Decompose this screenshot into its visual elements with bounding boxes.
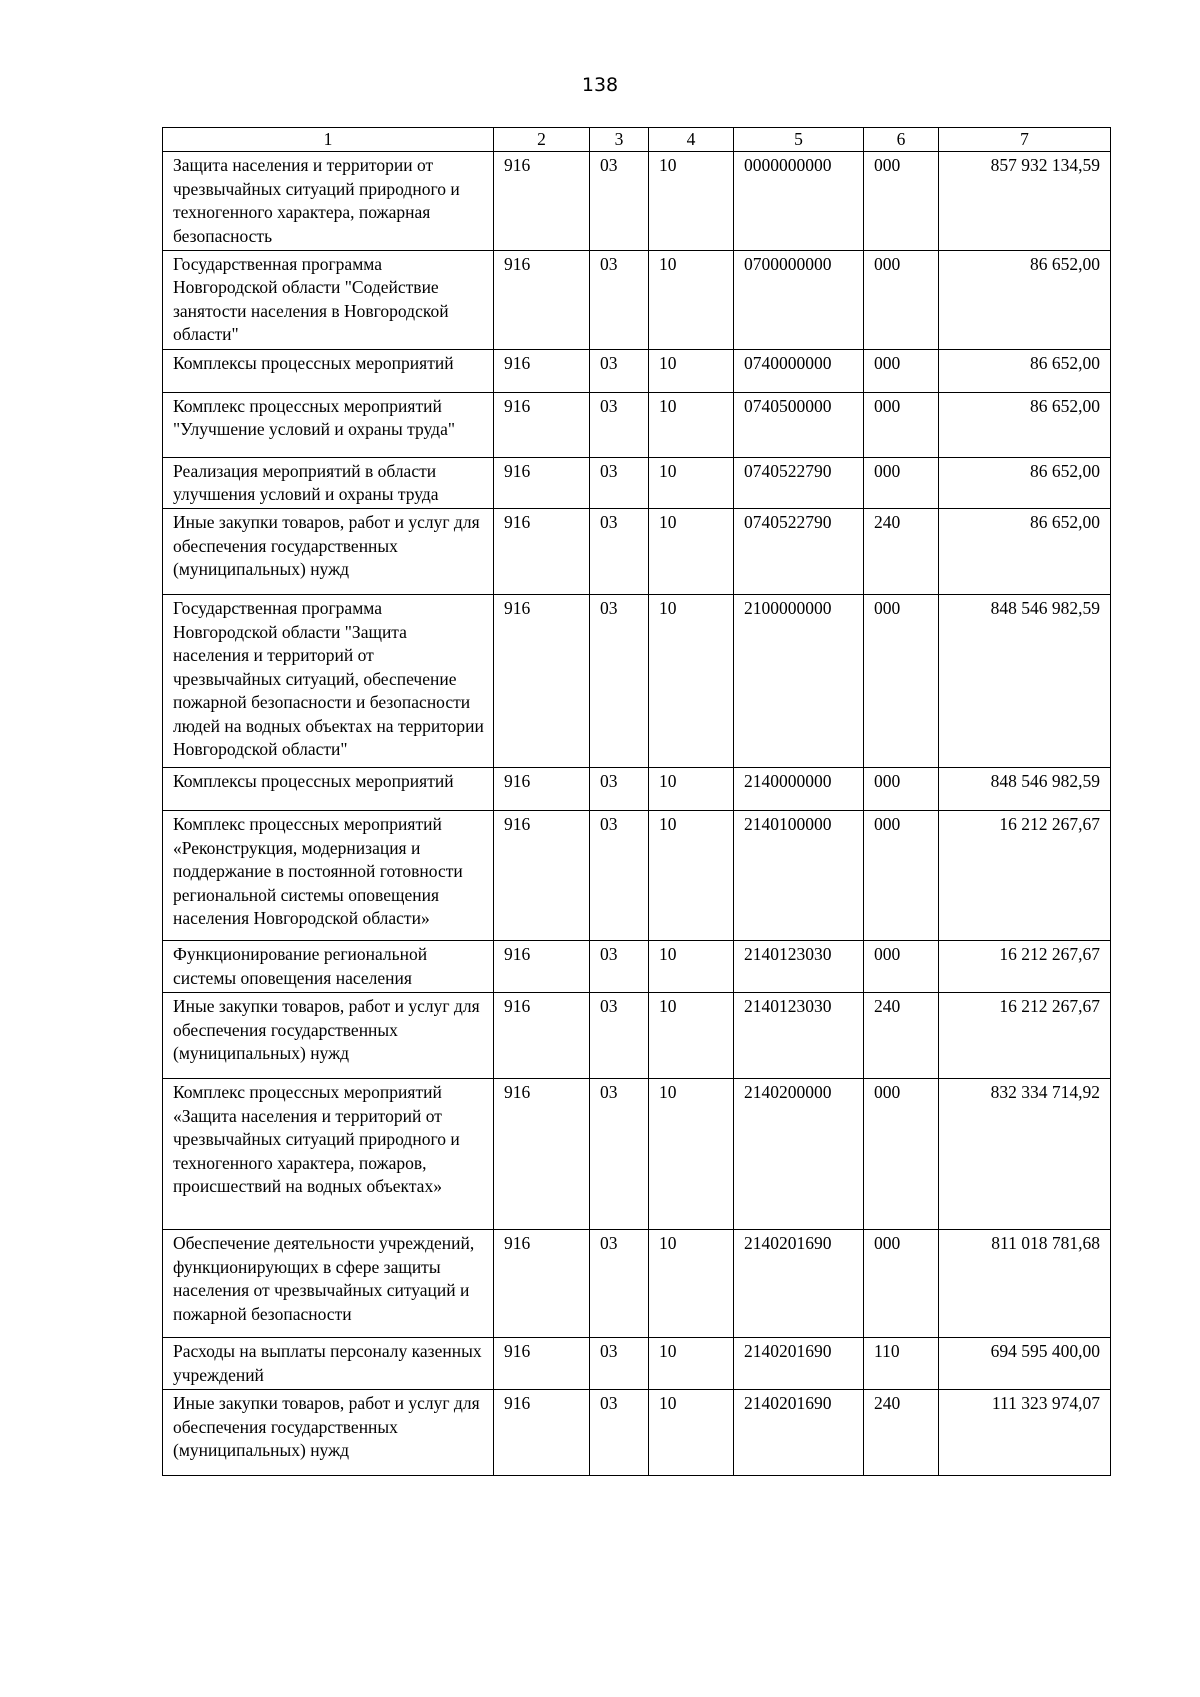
subsection-code-cell: 10 bbox=[649, 152, 734, 251]
subsection-code-cell: 10 bbox=[649, 457, 734, 509]
column-header: 5 bbox=[734, 128, 864, 152]
subsection-code-cell: 10 bbox=[649, 1230, 734, 1338]
expense-type-cell: 000 bbox=[864, 1230, 939, 1338]
amount-cell: 86 652,00 bbox=[939, 509, 1111, 595]
expense-type-cell: 000 bbox=[864, 251, 939, 350]
column-header: 7 bbox=[939, 128, 1111, 152]
item-name-cell: Защита населения и территории от чрезвычайных ситуаций природного и техногенного характера, пожарная безопасность bbox=[163, 152, 494, 251]
column-header: 1 bbox=[163, 128, 494, 152]
subsection-code-cell: 10 bbox=[649, 1338, 734, 1390]
item-name-cell: Функционирование региональной системы оповещения населения bbox=[163, 941, 494, 993]
expense-type-cell: 000 bbox=[864, 595, 939, 768]
subsection-code-cell: 10 bbox=[649, 392, 734, 457]
column-header: 2 bbox=[494, 128, 590, 152]
expense-type-cell: 000 bbox=[864, 392, 939, 457]
department-code-cell: 916 bbox=[494, 1079, 590, 1230]
amount-cell: 848 546 982,59 bbox=[939, 768, 1111, 811]
table-row bbox=[163, 1230, 1111, 1338]
target-article-cell: 2140123030 bbox=[734, 993, 864, 1079]
amount-cell: 857 932 134,59 bbox=[939, 152, 1111, 251]
department-code-cell: 916 bbox=[494, 509, 590, 595]
table-row bbox=[163, 768, 1111, 811]
item-name-cell: Комплексы процессных мероприятий bbox=[163, 349, 494, 392]
item-name-cell: Государственная программа Новгородской области "Защита населения и территорий от чрезвычайных ситуаций, обеспечение пожарной безопасности и безопасности людей на водных объектах на территории Новгородской области" bbox=[163, 595, 494, 768]
department-code-cell: 916 bbox=[494, 349, 590, 392]
amount-cell: 86 652,00 bbox=[939, 349, 1111, 392]
item-name-cell: Иные закупки товаров, работ и услуг для обеспечения государственных (муниципальных) нужд bbox=[163, 509, 494, 595]
amount-cell: 832 334 714,92 bbox=[939, 1079, 1111, 1230]
target-article-cell: 0740500000 bbox=[734, 392, 864, 457]
target-article-cell: 0740000000 bbox=[734, 349, 864, 392]
section-code-cell: 03 bbox=[590, 509, 649, 595]
subsection-code-cell: 10 bbox=[649, 1390, 734, 1476]
section-code-cell: 03 bbox=[590, 251, 649, 350]
item-name-cell: Реализация мероприятий в области улучшения условий и охраны труда bbox=[163, 457, 494, 509]
subsection-code-cell: 10 bbox=[649, 509, 734, 595]
section-code-cell: 03 bbox=[590, 941, 649, 993]
amount-cell: 848 546 982,59 bbox=[939, 595, 1111, 768]
subsection-code-cell: 10 bbox=[649, 993, 734, 1079]
table-row bbox=[163, 993, 1111, 1079]
department-code-cell: 916 bbox=[494, 457, 590, 509]
department-code-cell: 916 bbox=[494, 941, 590, 993]
target-article-cell: 2140201690 bbox=[734, 1230, 864, 1338]
subsection-code-cell: 10 bbox=[649, 811, 734, 941]
amount-cell: 16 212 267,67 bbox=[939, 811, 1111, 941]
item-name-cell: Государственная программа Новгородской области "Содействие занятости населения в Новгородской области" bbox=[163, 251, 494, 350]
section-code-cell: 03 bbox=[590, 1390, 649, 1476]
expense-type-cell: 000 bbox=[864, 1079, 939, 1230]
target-article-cell: 0000000000 bbox=[734, 152, 864, 251]
section-code-cell: 03 bbox=[590, 768, 649, 811]
item-name-cell: Иные закупки товаров, работ и услуг для обеспечения государственных (муниципальных) нужд bbox=[163, 993, 494, 1079]
department-code-cell: 916 bbox=[494, 595, 590, 768]
subsection-code-cell: 10 bbox=[649, 349, 734, 392]
section-code-cell: 03 bbox=[590, 152, 649, 251]
item-name-cell: Комплекс процессных мероприятий "Улучшение условий и охраны труда" bbox=[163, 392, 494, 457]
table-row bbox=[163, 811, 1111, 941]
table-row bbox=[163, 392, 1111, 457]
subsection-code-cell: 10 bbox=[649, 941, 734, 993]
page-number: 138 bbox=[581, 74, 619, 96]
target-article-cell: 2140000000 bbox=[734, 768, 864, 811]
subsection-code-cell: 10 bbox=[649, 768, 734, 811]
section-code-cell: 03 bbox=[590, 993, 649, 1079]
section-code-cell: 03 bbox=[590, 1338, 649, 1390]
target-article-cell: 2140200000 bbox=[734, 1079, 864, 1230]
subsection-code-cell: 10 bbox=[649, 251, 734, 350]
expense-type-cell: 240 bbox=[864, 993, 939, 1079]
department-code-cell: 916 bbox=[494, 1338, 590, 1390]
table-row bbox=[163, 595, 1111, 768]
table-row bbox=[163, 251, 1111, 350]
expense-type-cell: 000 bbox=[864, 811, 939, 941]
column-number-header bbox=[163, 128, 1111, 152]
subsection-code-cell: 10 bbox=[649, 1079, 734, 1230]
table-row bbox=[163, 457, 1111, 509]
target-article-cell: 2140123030 bbox=[734, 941, 864, 993]
table-row bbox=[163, 1079, 1111, 1230]
section-code-cell: 03 bbox=[590, 811, 649, 941]
item-name-cell: Расходы на выплаты персоналу казенных учреждений bbox=[163, 1338, 494, 1390]
section-code-cell: 03 bbox=[590, 1230, 649, 1338]
table-row bbox=[163, 1338, 1111, 1390]
budget-table bbox=[162, 127, 1111, 1476]
table-row bbox=[163, 349, 1111, 392]
amount-cell: 16 212 267,67 bbox=[939, 941, 1111, 993]
section-code-cell: 03 bbox=[590, 349, 649, 392]
expense-type-cell: 000 bbox=[864, 349, 939, 392]
column-header: 6 bbox=[864, 128, 939, 152]
table-row bbox=[163, 1390, 1111, 1476]
department-code-cell: 916 bbox=[494, 768, 590, 811]
target-article-cell: 0700000000 bbox=[734, 251, 864, 350]
target-article-cell: 2100000000 bbox=[734, 595, 864, 768]
amount-cell: 86 652,00 bbox=[939, 457, 1111, 509]
expense-type-cell: 000 bbox=[864, 941, 939, 993]
column-header: 3 bbox=[590, 128, 649, 152]
expense-type-cell: 000 bbox=[864, 457, 939, 509]
section-code-cell: 03 bbox=[590, 457, 649, 509]
amount-cell: 811 018 781,68 bbox=[939, 1230, 1111, 1338]
target-article-cell: 0740522790 bbox=[734, 457, 864, 509]
table-row bbox=[163, 152, 1111, 251]
expense-type-cell: 110 bbox=[864, 1338, 939, 1390]
department-code-cell: 916 bbox=[494, 251, 590, 350]
table-row bbox=[163, 509, 1111, 595]
section-code-cell: 03 bbox=[590, 1079, 649, 1230]
item-name-cell: Комплекс процессных мероприятий «Защита населения и территорий от чрезвычайных ситуаций природного и техногенного характера, пожаров, происшествий на водных объектах» bbox=[163, 1079, 494, 1230]
section-code-cell: 03 bbox=[590, 392, 649, 457]
section-code-cell: 03 bbox=[590, 595, 649, 768]
amount-cell: 111 323 974,07 bbox=[939, 1390, 1111, 1476]
department-code-cell: 916 bbox=[494, 993, 590, 1079]
amount-cell: 694 595 400,00 bbox=[939, 1338, 1111, 1390]
expense-type-cell: 240 bbox=[864, 1390, 939, 1476]
table-row bbox=[163, 941, 1111, 993]
expense-type-cell: 240 bbox=[864, 509, 939, 595]
department-code-cell: 916 bbox=[494, 152, 590, 251]
department-code-cell: 916 bbox=[494, 811, 590, 941]
expense-type-cell: 000 bbox=[864, 152, 939, 251]
amount-cell: 86 652,00 bbox=[939, 251, 1111, 350]
amount-cell: 16 212 267,67 bbox=[939, 993, 1111, 1079]
target-article-cell: 2140100000 bbox=[734, 811, 864, 941]
target-article-cell: 0740522790 bbox=[734, 509, 864, 595]
target-article-cell: 2140201690 bbox=[734, 1338, 864, 1390]
item-name-cell: Обеспечение деятельности учреждений, функционирующих в сфере защиты населения от чрезвычайных ситуаций и пожарной безопасности bbox=[163, 1230, 494, 1338]
amount-cell: 86 652,00 bbox=[939, 392, 1111, 457]
department-code-cell: 916 bbox=[494, 392, 590, 457]
target-article-cell: 2140201690 bbox=[734, 1390, 864, 1476]
expense-type-cell: 000 bbox=[864, 768, 939, 811]
item-name-cell: Комплексы процессных мероприятий bbox=[163, 768, 494, 811]
column-header: 4 bbox=[649, 128, 734, 152]
subsection-code-cell: 10 bbox=[649, 595, 734, 768]
item-name-cell: Комплекс процессных мероприятий «Реконструкция, модернизация и поддержание в постоянной готовности региональной системы оповещения населения Новгородской области» bbox=[163, 811, 494, 941]
item-name-cell: Иные закупки товаров, работ и услуг для обеспечения государственных (муниципальных) нужд bbox=[163, 1390, 494, 1476]
department-code-cell: 916 bbox=[494, 1230, 590, 1338]
department-code-cell: 916 bbox=[494, 1390, 590, 1476]
